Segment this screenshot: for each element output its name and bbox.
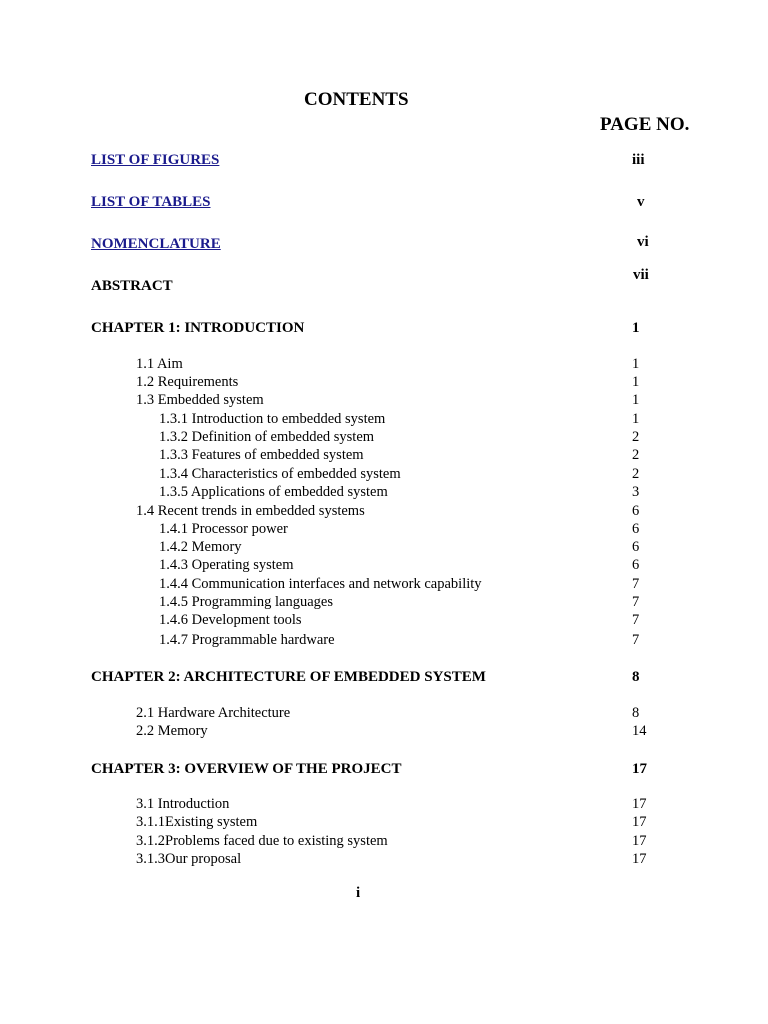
toc-link-nomenclature[interactable]: NOMENCLATURE xyxy=(91,236,221,252)
toc-abstract-label: ABSTRACT xyxy=(91,278,173,294)
toc-chapter-3-page: 17 xyxy=(632,761,647,777)
toc-entry: 1.4 Recent trends in embedded systems xyxy=(136,503,365,519)
toc-entry-page: 1 xyxy=(632,392,640,408)
toc-entry-page: 7 xyxy=(632,612,640,628)
toc-entry: 3.1.2Problems faced due to existing system xyxy=(136,833,388,849)
toc-entry: 1.3.4 Characteristics of embedded system xyxy=(159,466,401,482)
toc-entry-page: 1 xyxy=(632,356,640,372)
toc-entry-page: 1 xyxy=(632,374,640,390)
footer-page-number: i xyxy=(356,885,361,901)
toc-chapter-1-heading: CHAPTER 1: INTRODUCTION xyxy=(91,320,305,336)
toc-entry-page: 17 xyxy=(632,851,647,867)
toc-entry: 3.1.1Existing system xyxy=(136,814,258,830)
page-title: CONTENTS xyxy=(304,89,409,110)
toc-entry: 1.3.3 Features of embedded system xyxy=(159,447,364,463)
toc-entry: 1.3.2 Definition of embedded system xyxy=(159,429,375,445)
toc-link-page-figures: iii xyxy=(632,152,645,168)
toc-entry-page: 7 xyxy=(632,632,640,648)
toc-entry: 3.1 Introduction xyxy=(136,796,230,812)
toc-entry-page: 7 xyxy=(632,594,640,610)
toc-entry-page: 17 xyxy=(632,814,647,830)
toc-entry-page: 6 xyxy=(632,521,640,537)
toc-link-list-of-tables[interactable]: LIST OF TABLES xyxy=(91,194,211,210)
toc-link-list-of-figures[interactable]: LIST OF FIGURES xyxy=(91,152,220,168)
toc-entry: 2.1 Hardware Architecture xyxy=(136,705,291,721)
toc-entry-page: 6 xyxy=(632,557,640,573)
toc-link-page-nomenclature: vi xyxy=(637,234,649,250)
toc-entry-page: 2 xyxy=(632,429,640,445)
page-number-header: PAGE NO. xyxy=(600,114,690,135)
toc-entry-page: 2 xyxy=(632,447,640,463)
toc-entry-page: 17 xyxy=(632,796,647,812)
toc-entry: 1.4.5 Programming languages xyxy=(159,594,333,610)
toc-link-page-tables: v xyxy=(637,194,645,210)
toc-entry: 1.4.7 Programmable hardware xyxy=(159,632,335,648)
toc-entry-page: 17 xyxy=(632,833,647,849)
toc-entry-page: 14 xyxy=(632,723,647,739)
toc-entry: 1.3.5 Applications of embedded system xyxy=(159,484,388,500)
toc-entry: 1.4.1 Processor power xyxy=(159,521,288,537)
toc-entry-page: 6 xyxy=(632,539,640,555)
toc-entry-page: 6 xyxy=(632,503,640,519)
toc-entry: 1.4.4 Communication interfaces and network capability xyxy=(159,576,482,592)
toc-entry: 1.1 Aim xyxy=(136,356,183,372)
toc-entry: 1.4.3 Operating system xyxy=(159,557,294,573)
toc-entry: 1.4.2 Memory xyxy=(159,539,242,555)
toc-entry: 3.1.3Our proposal xyxy=(136,851,242,867)
toc-abstract-page: vii xyxy=(633,267,649,283)
toc-entry-page: 8 xyxy=(632,705,640,721)
toc-entry: 1.3 Embedded system xyxy=(136,392,264,408)
toc-entry: 1.2 Requirements xyxy=(136,374,239,390)
toc-entry: 2.2 Memory xyxy=(136,723,208,739)
toc-chapter-2-page: 8 xyxy=(632,669,640,685)
toc-entry-page: 7 xyxy=(632,576,640,592)
toc-entry: 1.3.1 Introduction to embedded system xyxy=(159,411,386,427)
toc-chapter-3-heading: CHAPTER 3: OVERVIEW OF THE PROJECT xyxy=(91,761,402,777)
toc-entry-page: 2 xyxy=(632,466,640,482)
toc-chapter-1-page: 1 xyxy=(632,320,640,336)
toc-entry-page: 3 xyxy=(632,484,640,500)
toc-entry: 1.4.6 Development tools xyxy=(159,612,302,628)
toc-entry-page: 1 xyxy=(632,411,640,427)
toc-chapter-2-heading: CHAPTER 2: ARCHITECTURE OF EMBEDDED SYSTEM xyxy=(91,669,486,685)
